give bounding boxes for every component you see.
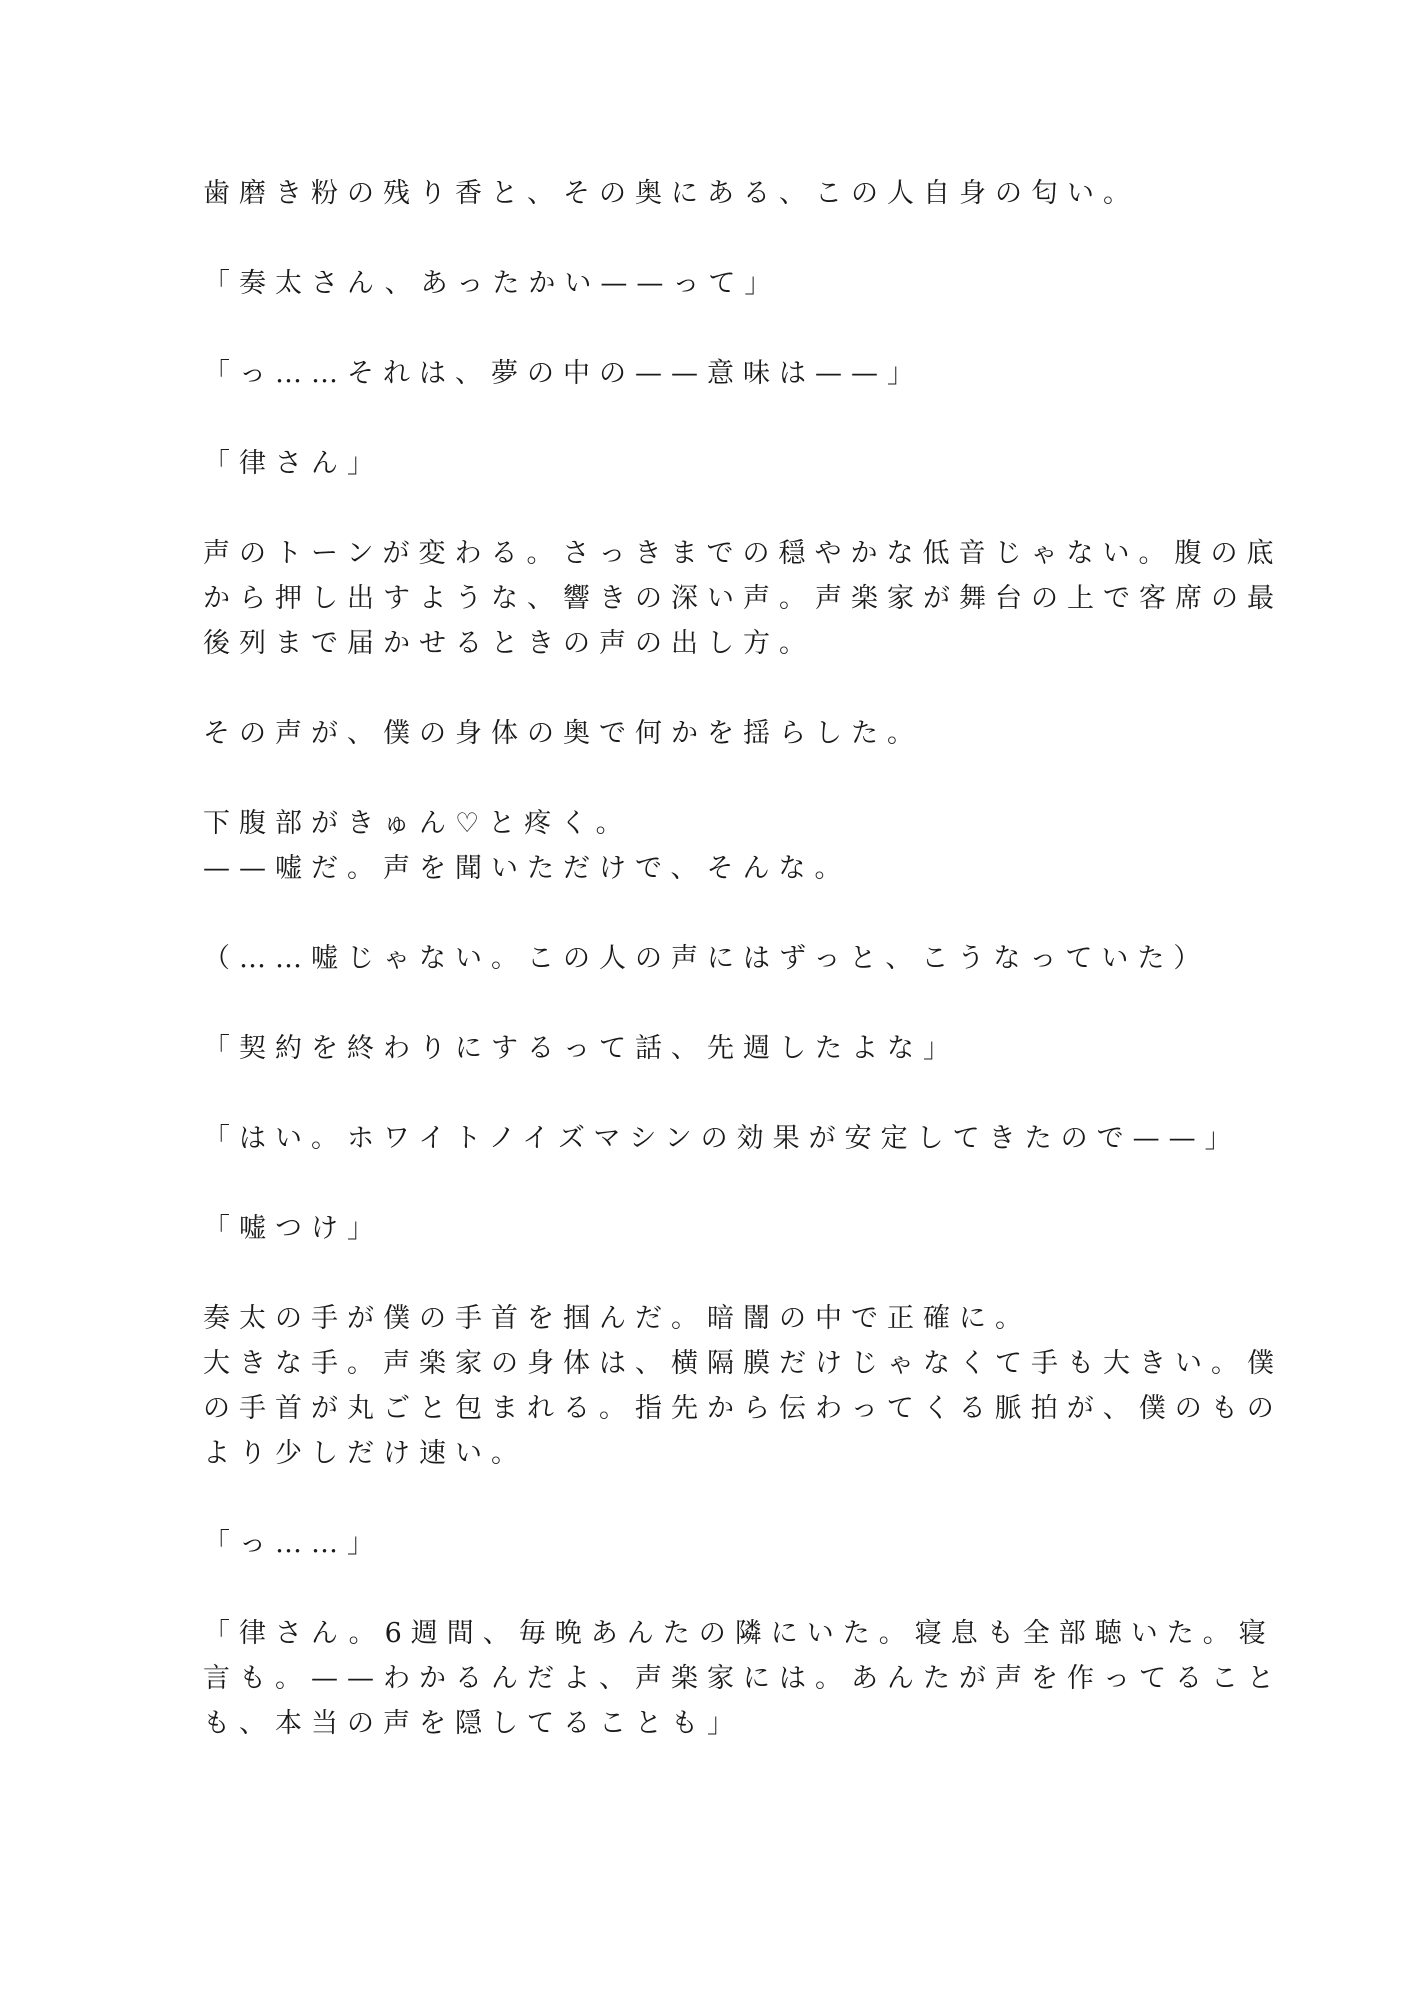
text-line: も、本当の声を隠してることも」 — [203, 1708, 743, 1739]
text-line: の手首が丸ごと包まれる。指先から伝わってくる脈拍が、僕のもの — [203, 1393, 1283, 1424]
text-line: （……嘘じゃない。この人の声にはずっと、こうなっていた） — [203, 943, 1210, 974]
text-line: 言も。——わかるんだよ、声楽家には。あんたが声を作ってること — [203, 1663, 1283, 1694]
text-line: 「律さん。6週間、毎晩あんたの隣にいた。寝息も全部聴いた。寝 — [203, 1618, 1275, 1649]
text-line: 「契約を終わりにするって話、先週したよな」 — [203, 1033, 959, 1064]
text-line: 「奏太さん、あったかい——って」 — [203, 268, 781, 299]
text-line: より少しだけ速い。 — [203, 1438, 527, 1469]
text-line: 「嘘つけ」 — [203, 1213, 383, 1244]
text-line: 下腹部がきゅん♡と疼く。 — [203, 808, 632, 839]
text-line: 「はい。ホワイトノイズマシンの効果が安定してきたので——」 — [203, 1123, 1241, 1154]
text-line: 「っ……それは、夢の中の——意味は——」 — [203, 358, 923, 389]
text-line: その声が、僕の身体の奥で何かを揺らした。 — [203, 718, 923, 749]
text-line: 大きな手。声楽家の身体は、横隔膜だけじゃなくて手も大きい。僕 — [203, 1348, 1283, 1379]
text-line: 歯磨き粉の残り香と、その奥にある、この人自身の匂い。 — [203, 178, 1139, 209]
text-line: から押し出すような、響きの深い声。声楽家が舞台の上で客席の最 — [203, 583, 1283, 614]
text-line: 「律さん」 — [203, 448, 383, 479]
text-line: 「っ……」 — [203, 1528, 383, 1559]
text-line: 後列まで届かせるときの声の出し方。 — [203, 628, 815, 659]
text-line: 声のトーンが変わる。さっきまでの穏やかな低音じゃない。腹の底 — [203, 538, 1283, 569]
text-line: 奏太の手が僕の手首を掴んだ。暗闇の中で正確に。 — [203, 1303, 1031, 1334]
text-line: ——嘘だ。声を聞いただけで、そんな。 — [203, 853, 851, 884]
